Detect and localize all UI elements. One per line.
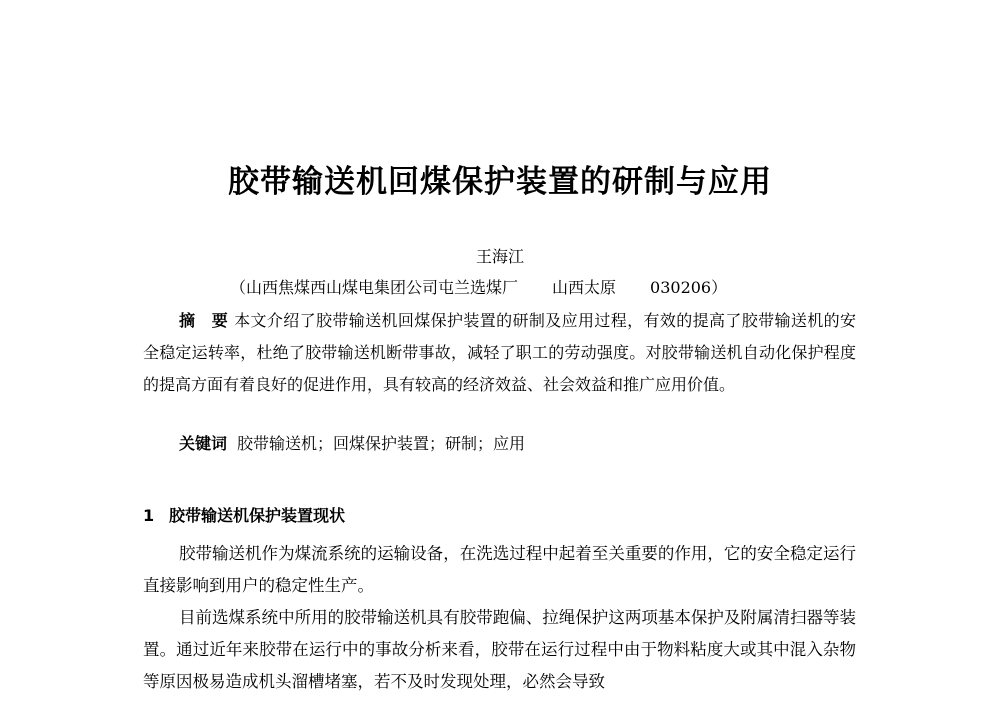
abstract-text: 本文介绍了胶带输送机回煤保护装置的研制及应用过程，有效的提高了胶带输送机的安全稳定运转率，杜绝了胶带输送机断带事故，减轻了职工的劳动强度。对胶带输送机自动化保护程度的提高方面有着良好的促进作用，具有较高的经济效益、社会效益和推广应用价值。 — [143, 311, 856, 394]
section-number: 1 — [143, 506, 155, 525]
body-paragraph: 目前选煤系统中所用的胶带输送机具有胶带跑偏、拉绳保护这两项基本保护及附属清扫器等装置。通过近年来胶带在运行中的事故分析来看，胶带在运行过程中由于物料粘度大或其中混入杂物等原因极易造成机头溜槽堵塞，若不及时发现处理，必然会导致 — [143, 608, 856, 691]
affiliation-zip: 030206） — [650, 278, 728, 297]
keywords-text: 胶带输送机；回煤保护装置；研制；应用 — [237, 434, 526, 453]
keywords — [143, 432, 856, 456]
abstract — [143, 305, 856, 401]
affiliation-location: 山西太原 — [552, 278, 617, 297]
body-paragraph: 胶带输送机作为煤流系统的运输设备，在洗选过程中起着至关重要的作用，它的安全稳定运行直接影响到用户的稳定性生产。 — [143, 544, 856, 595]
paper-title: 胶带输送机回煤保护装置的研制与应用 — [228, 164, 772, 200]
section-heading — [143, 503, 345, 526]
author-name: 王海江 — [475, 247, 524, 266]
affiliation — [230, 275, 727, 298]
abstract-label: 摘 要 — [179, 311, 229, 330]
keywords-label: 关键词 — [179, 434, 228, 453]
affiliation-org: （山西焦煤西山煤电集团公司屯兰选煤厂 — [230, 278, 519, 297]
section-title: 胶带输送机保护装置现状 — [169, 506, 346, 525]
